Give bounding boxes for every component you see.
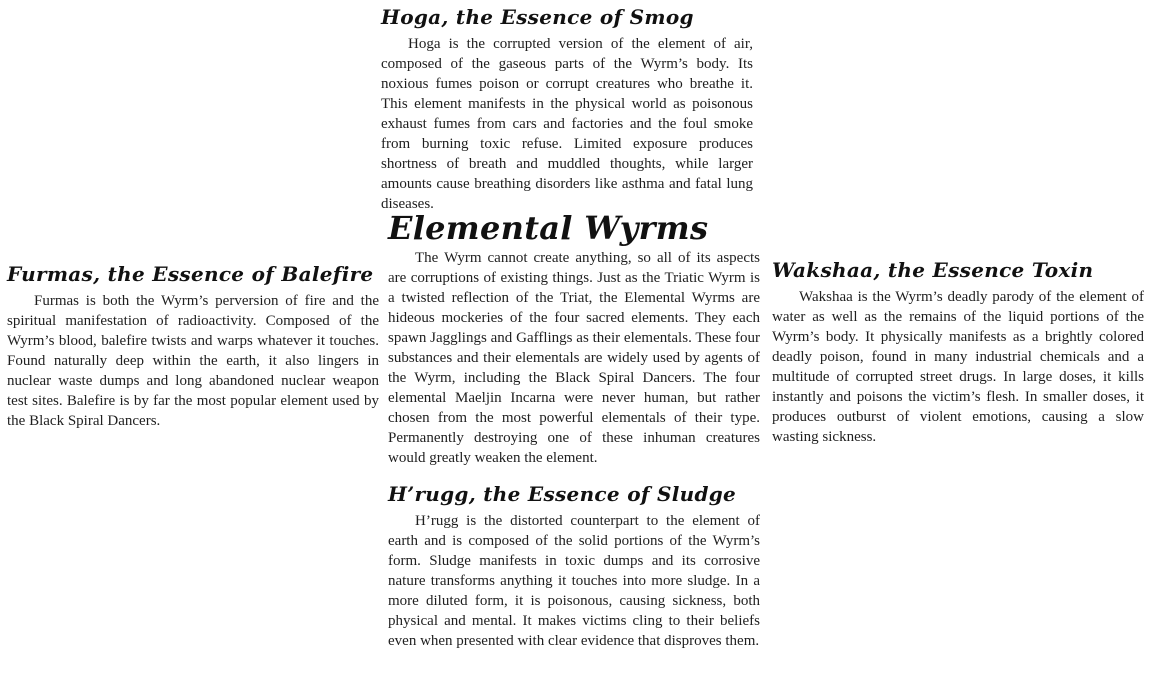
section-wakshaa — [772, 257, 1144, 447]
section-furmas — [7, 261, 379, 431]
body-hoga: Hoga is the corrupted version of the element of air, composed of the gaseous parts of the Wyrm’s body. Its noxious fumes poison or corrupt creatures who breathe it. This element manifests in the physical world as poisonous exhaust fumes from cars and factories and the foul smoke from burning toxic refuse. Limited exposure produces shortness of breath and muddled thoughts, while larger amounts cause breathing disorders like asthma and fatal lung diseases. — [381, 36, 753, 212]
heading-furmas: Furmas, the Essence of Balefire — [7, 262, 374, 286]
section-hrugg — [388, 481, 760, 651]
body-furmas: Furmas is both the Wyrm’s perversion of fire and the spiritual manifestation of radioactivity. Composed of the Wyrm’s blood, balefire twists and warps whatever it touches. Found naturally deep within the earth, it also lingers in nuclear waste dumps and long abandoned nuclear weapon test sites. Balefire is by far the most popular element used by the Black Spiral Dancers. — [7, 293, 379, 429]
section-hoga — [381, 4, 753, 214]
body-elemental-wyrms: The Wyrm cannot create anything, so all of its aspects are corruptions of existing things. Just as the Triatic Wyrm is a twisted reflection of the Triat, the Elemental Wyrms are hideous mockeries of the four sacred elements. They each spawn Jagglings and Gafflings as their elementals. These four substances and their elementals are widely used by agents of the Wyrm, including the Black Spiral Dancers. The four elemental Maeljin Incarna were never human, but rather chosen from the most powerful elementals of their type. Permanently destroying one of these inhuman creatures would greatly weaken the element. — [388, 250, 760, 466]
heading-hoga: Hoga, the Essence of Smog — [381, 5, 694, 29]
body-hrugg: H’rugg is the distorted counterpart to the element of earth and is composed of the solid portions of the Wyrm’s form. Sludge manifests in toxic dumps and its corrosive nature transforms anything it touches into more sludge. In a more diluted form, it is poisonous, causing sickness, both physical and mental. It makes victims cling to their beliefs even when presented with clear evidence that disproves them. — [388, 513, 760, 649]
heading-wakshaa: Wakshaa, the Essence Toxin — [772, 258, 1094, 282]
body-wakshaa: Wakshaa is the Wyrm’s deadly parody of the element of water as well as the remains of the liquid portions of the Wyrm’s body. It physically manifests as a brightly colored deadly poison, found in many industrial chemicals and a multitude of corrupted street drugs. In large doses, it kills instantly and poisons the victim’s flesh. In smaller doses, it produces outburst of violent emotions, causing a slow wasting sickness. — [772, 289, 1144, 445]
heading-elemental-wyrms: Elemental Wyrms — [388, 209, 709, 247]
section-elemental-wyrms — [388, 208, 760, 468]
heading-hrugg: H’rugg, the Essence of Sludge — [388, 482, 737, 506]
